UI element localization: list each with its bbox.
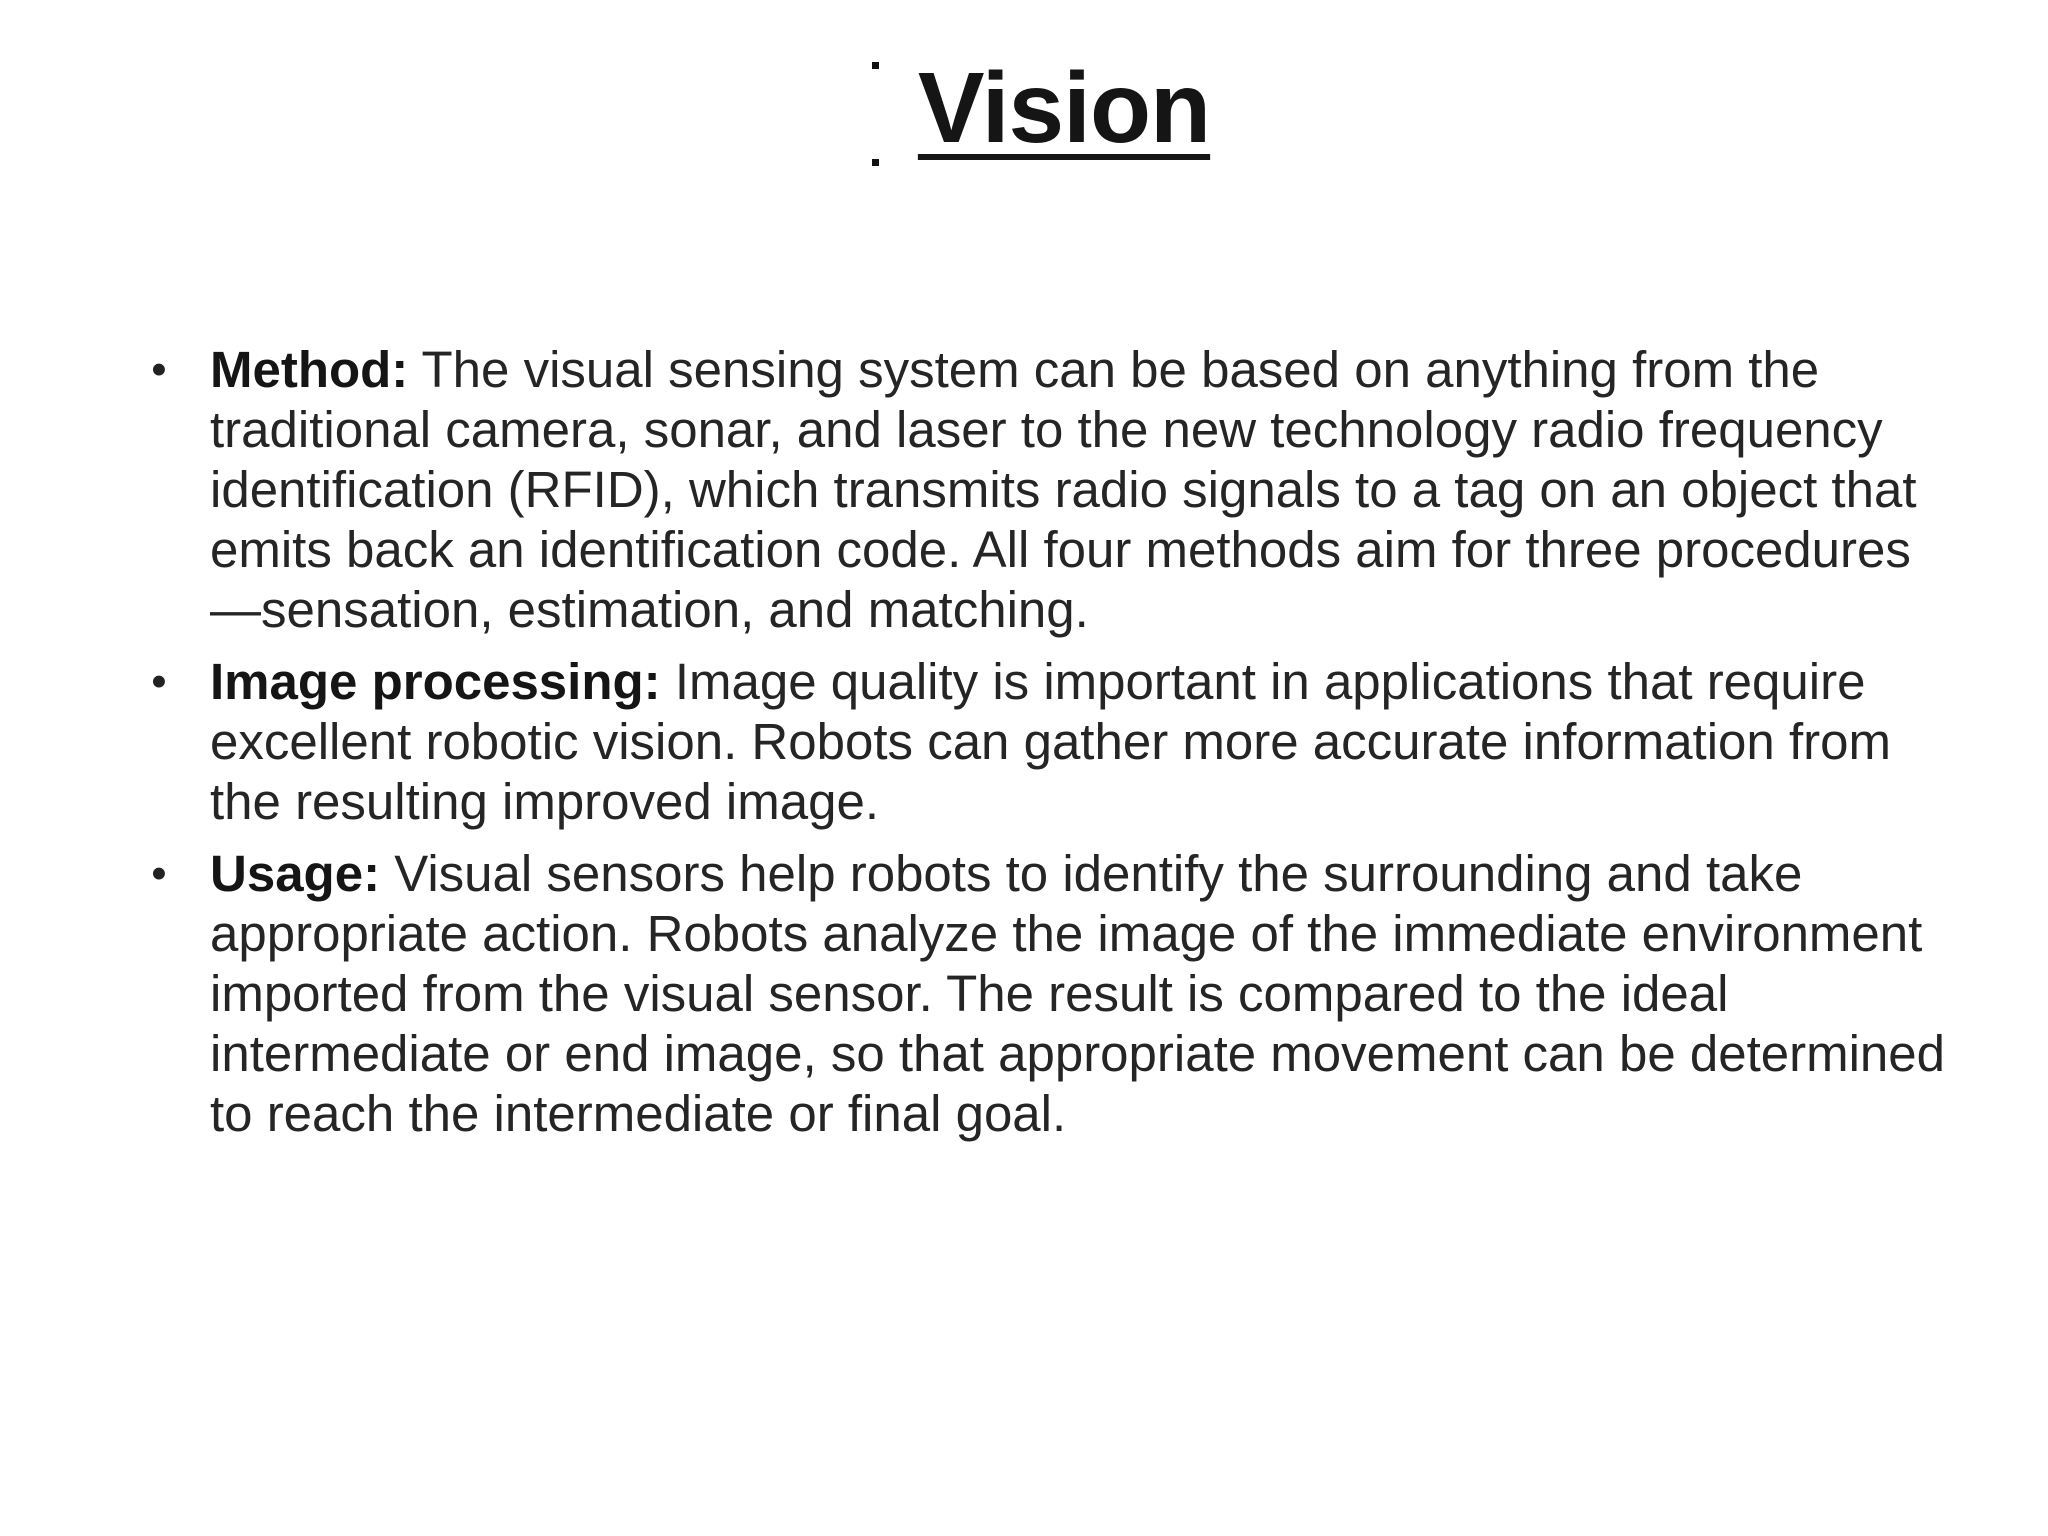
bullet-text: Image quality is important in applications that require excellent robotic vision. Robots can gather more accurate information from the resulting improved image.	[210, 653, 1891, 830]
bullet-item-method	[130, 340, 1950, 640]
bullet-list	[130, 340, 1950, 1156]
bullet-term: Image processing:	[210, 653, 661, 710]
bullet-term: Method:	[210, 341, 409, 398]
bullet-text: The visual sensing system can be based on anything from the traditional camera, sonar, and laser to the new technology radio frequency identification (RFID), which transmits radio signals to a tag on an object that emits back an identification code. All four methods aim for three procedures—sensation, estimation, and matching.	[210, 341, 1917, 638]
bullet-item-usage	[130, 844, 1950, 1144]
bullet-term: Usage:	[210, 845, 381, 902]
bullet-text: Visual sensors help robots to identify the surrounding and take appropriate action. Robots analyze the image of the immediate environment imported from the visual sensor. The result is compared to the ideal intermediate or end image, so that appropriate movement can be determined to reach the intermediate or final goal.	[210, 845, 1945, 1142]
bullet-marker-icon: •	[151, 657, 167, 706]
slide-title: Vision	[917, 52, 1211, 164]
bullet-item-image-processing	[130, 652, 1950, 832]
bullet-marker-icon: •	[151, 345, 167, 394]
bullet-marker-icon: •	[151, 849, 167, 898]
title-container	[0, 48, 2048, 168]
